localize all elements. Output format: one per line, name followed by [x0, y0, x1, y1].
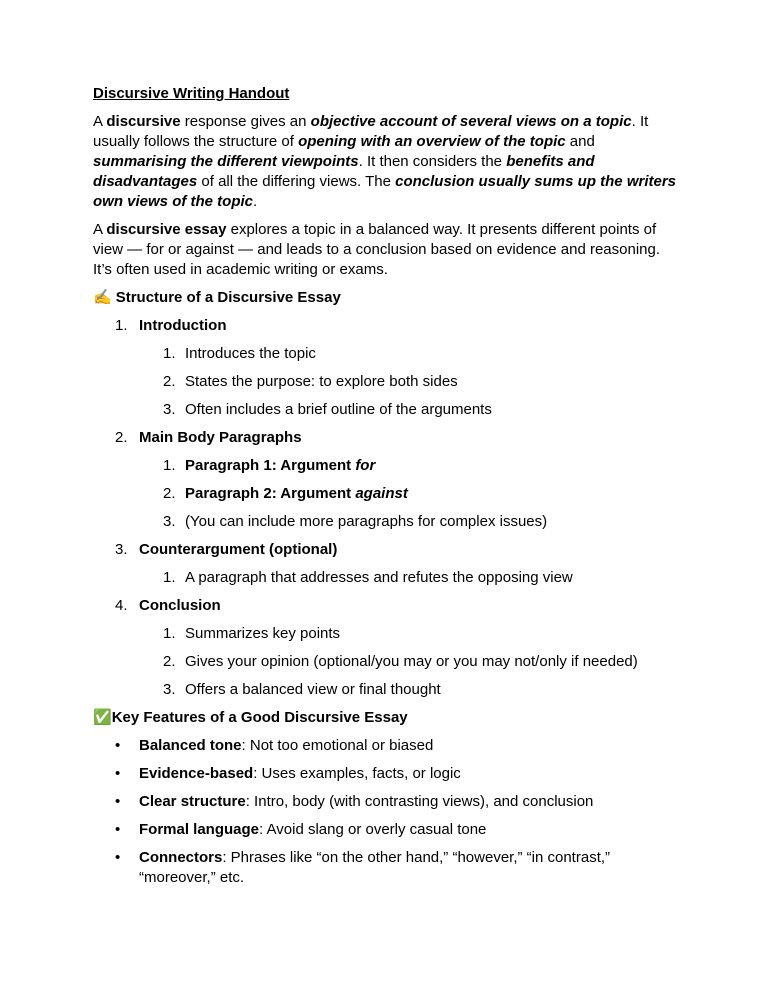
- sublist: [139, 568, 683, 588]
- feature-desc: : Uses examples, facts, or logic: [253, 765, 461, 782]
- emphasis-text: benefits and disadvantages: [93, 153, 595, 190]
- text-run: A: [93, 113, 107, 130]
- feature-term: Evidence-based: [139, 765, 254, 782]
- sublist-item: [139, 568, 683, 588]
- bold-term: discursive: [106, 113, 181, 130]
- bullet-icon: •: [115, 737, 121, 754]
- list-item-main-body: [93, 428, 683, 532]
- check-mark-icon: ✅: [93, 709, 112, 726]
- feature-desc: : Avoid slang or overly casual tone: [259, 821, 487, 838]
- bullet-icon: •: [115, 821, 121, 838]
- text-run: and: [565, 133, 595, 150]
- sublist-number: 1.: [163, 457, 176, 474]
- structure-heading: [93, 288, 683, 308]
- bullet-icon: •: [115, 765, 121, 782]
- feature-item: [93, 848, 683, 888]
- sublist-number: 2.: [163, 373, 176, 390]
- sublist-text: Paragraph 1: Argument: [185, 457, 356, 474]
- sublist-number: 2.: [163, 485, 176, 502]
- sublist-item: [139, 624, 683, 644]
- sublist-number: 3.: [163, 681, 176, 698]
- structure-heading-text: Structure of a Discursive Essay: [115, 289, 341, 306]
- features-heading-text: Key Features of a Good Discursive Essay: [111, 709, 408, 726]
- feature-item: [93, 736, 683, 756]
- feature-desc: : Not too emotional or biased: [241, 737, 434, 754]
- feature-term: Connectors: [139, 849, 223, 866]
- sublist-text: A paragraph that addresses and refutes the opposing view: [185, 569, 573, 586]
- feature-term: Formal language: [139, 821, 260, 838]
- sublist-text: Gives your opinion (optional/you may or you may not/only if needed): [185, 653, 638, 670]
- sublist-item: [139, 344, 683, 364]
- emphasis-text: opening with an overview of the topic: [298, 133, 566, 150]
- sublist-text: Offers a balanced view or final thought: [185, 681, 441, 698]
- emphasis-text: conclusion usually sums up the writers own views of the topic: [93, 173, 677, 210]
- text-run: explores a topic in a balanced way. It presents different points of view — for or against — and leads to a conclusion based on evidence and reasoning. It’s often used in academic writing or exams.: [93, 221, 661, 278]
- sublist-item: [139, 372, 683, 392]
- text-run: .: [253, 193, 258, 210]
- document-title: Discursive Writing Handout: [93, 85, 290, 102]
- sublist-text: (You can include more paragraphs for complex issues): [185, 513, 548, 530]
- sublist-item: [139, 680, 683, 700]
- list-number: 1.: [115, 317, 128, 334]
- sublist-number: 1.: [163, 625, 176, 642]
- bullet-icon: •: [115, 849, 121, 866]
- text-run: . It then considers the: [358, 153, 507, 170]
- sublist: [139, 456, 683, 532]
- sublist: [139, 624, 683, 700]
- feature-item: [93, 764, 683, 784]
- feature-desc: : Intro, body (with contrasting views), and conclusion: [245, 793, 594, 810]
- features-heading: [93, 708, 683, 728]
- sublist-number: 1.: [163, 345, 176, 362]
- emphasis-text: summarising the different viewpoints: [93, 153, 359, 170]
- emphasis-text: for: [355, 457, 376, 474]
- sublist-item: [139, 400, 683, 420]
- list-item-introduction: [93, 316, 683, 420]
- intro-paragraph-discursive-essay: [93, 220, 683, 280]
- intro-paragraph-discursive-response: [93, 112, 683, 212]
- sublist-item: [139, 484, 683, 504]
- sublist-number: 3.: [163, 513, 176, 530]
- list-item-conclusion: [93, 596, 683, 700]
- sublist-text: Paragraph 2: Argument: [185, 485, 356, 502]
- bullet-icon: •: [115, 793, 121, 810]
- feature-item: [93, 820, 683, 840]
- text-run: . It usually follows the structure of: [93, 113, 649, 150]
- list-item-counterargument: [93, 540, 683, 588]
- list-item-label: Introduction: [139, 317, 227, 334]
- sublist-text: Summarizes key points: [185, 625, 341, 642]
- list-item-label: Conclusion: [139, 597, 221, 614]
- list-number: 4.: [115, 597, 128, 614]
- emphasis-text: against: [355, 485, 408, 502]
- text-run: of all the differing views. The: [197, 173, 396, 190]
- feature-term: Clear structure: [139, 793, 246, 810]
- list-number: 2.: [115, 429, 128, 446]
- list-item-label: Counterargument (optional): [139, 541, 338, 558]
- bold-term: discursive essay: [106, 221, 227, 238]
- features-list: [93, 736, 683, 888]
- feature-term: Balanced tone: [139, 737, 242, 754]
- list-item-label: Main Body Paragraphs: [139, 429, 302, 446]
- feature-desc: : Phrases like “on the other hand,” “however,” “in contrast,” “moreover,” etc.: [139, 849, 611, 886]
- feature-item: [93, 792, 683, 812]
- text-run: response gives an: [180, 113, 311, 130]
- emphasis-text: objective account of several views on a topic: [310, 113, 632, 130]
- sublist-number: 1.: [163, 569, 176, 586]
- sublist-item: [139, 652, 683, 672]
- sublist-text: Introduces the topic: [185, 345, 316, 362]
- list-number: 3.: [115, 541, 128, 558]
- sublist-item: [139, 512, 683, 532]
- writing-hand-icon: ✍️: [93, 289, 112, 306]
- sublist-item: [139, 456, 683, 476]
- document-page: [93, 84, 683, 896]
- text-run: A: [93, 221, 107, 238]
- sublist-number: 2.: [163, 653, 176, 670]
- sublist-text: States the purpose: to explore both sides: [185, 373, 458, 390]
- sublist: [139, 344, 683, 420]
- sublist-text: Often includes a brief outline of the arguments: [185, 401, 492, 418]
- sublist-number: 3.: [163, 401, 176, 418]
- structure-list: [93, 316, 683, 700]
